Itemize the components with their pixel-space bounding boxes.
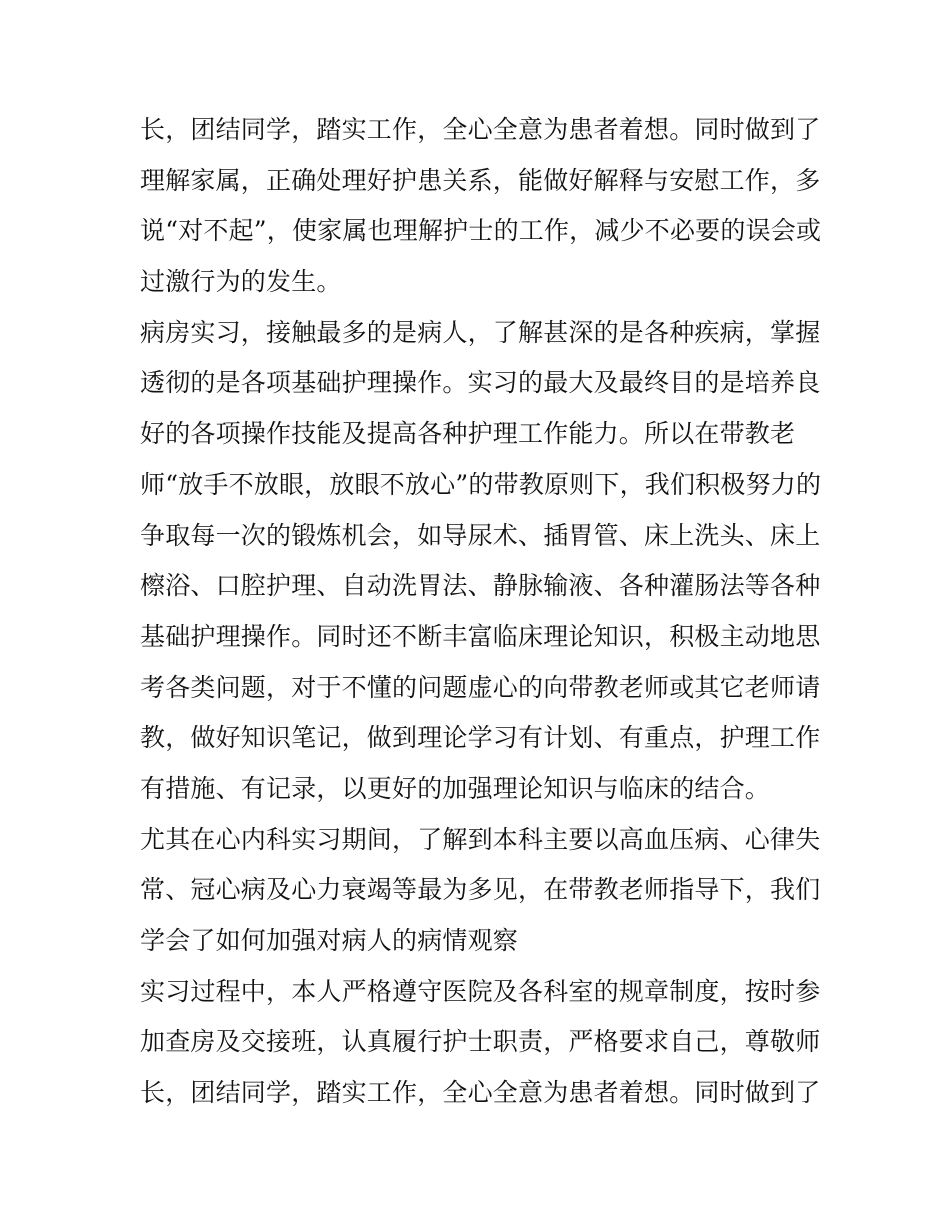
text-line: 有措施、有记录，以更好的加强理论知识与临床的结合。 [140,773,771,803]
text-line: 理解家属，正确处理好护患关系，能做好解释与安慰工作，多 [140,165,821,195]
text-line: 争取每一次的锻炼机会，如导尿术、插胃管、床上洗头、床上 [140,520,821,550]
text-line: 过激行为的发生。 [140,267,342,297]
text-line: 师“放手不放眼，放眼不放心”的带教原则下，我们积极努力的 [140,469,822,499]
text-line: 长，团结同学，踏实工作，全心全意为患者着想。同时做到了 [140,115,821,144]
text-line: 学会了如何加强对病人的病情观察 [140,926,519,955]
text-line: 长，团结同学，踏实工作，全心全意为患者着想。同时做到了 [140,1078,821,1108]
text-line: 好的各项操作技能及提高各种护理工作能力。所以在带教老 [140,419,796,449]
text-line: 说“对不起”，使家属也理解护士的工作，减少不必要的误会或 [140,216,822,246]
text-line: 檫浴、口腔护理、自动洗胃法、静脉输液、各种灌肠法等各种 [140,571,821,601]
text-line: 病房实习，接触最多的是病人，了解甚深的是各种疾病，掌握 [140,317,821,347]
text-line: 实习过程中，本人严格遵守医院及各科室的规章制度，按时参 [140,976,821,1006]
text-line: 尤其在心内科实习期间，了解到本科主要以高血压病、心律失 [140,824,821,854]
text-line: 考各类问题，对于不懂的问题虚心的向带教老师或其它老师请 [140,672,821,702]
text-line: 基础护理操作。同时还不断丰富临床理论知识，积极主动地思 [140,621,821,651]
text-line: 教，做好知识笔记，做到理论学习有计划、有重点，护理工作 [140,723,821,753]
text-line: 透彻的是各项基础护理操作。实习的最大及最终目的是培养良 [140,368,821,398]
text-line: 常、冠心病及心力衰竭等最为多见，在带教老师指导下，我们 [140,875,821,905]
text-line: 加查房及交接班，认真履行护士职责，严格要求自己，尊敬师 [140,1027,821,1057]
body-text [140,105,820,1119]
